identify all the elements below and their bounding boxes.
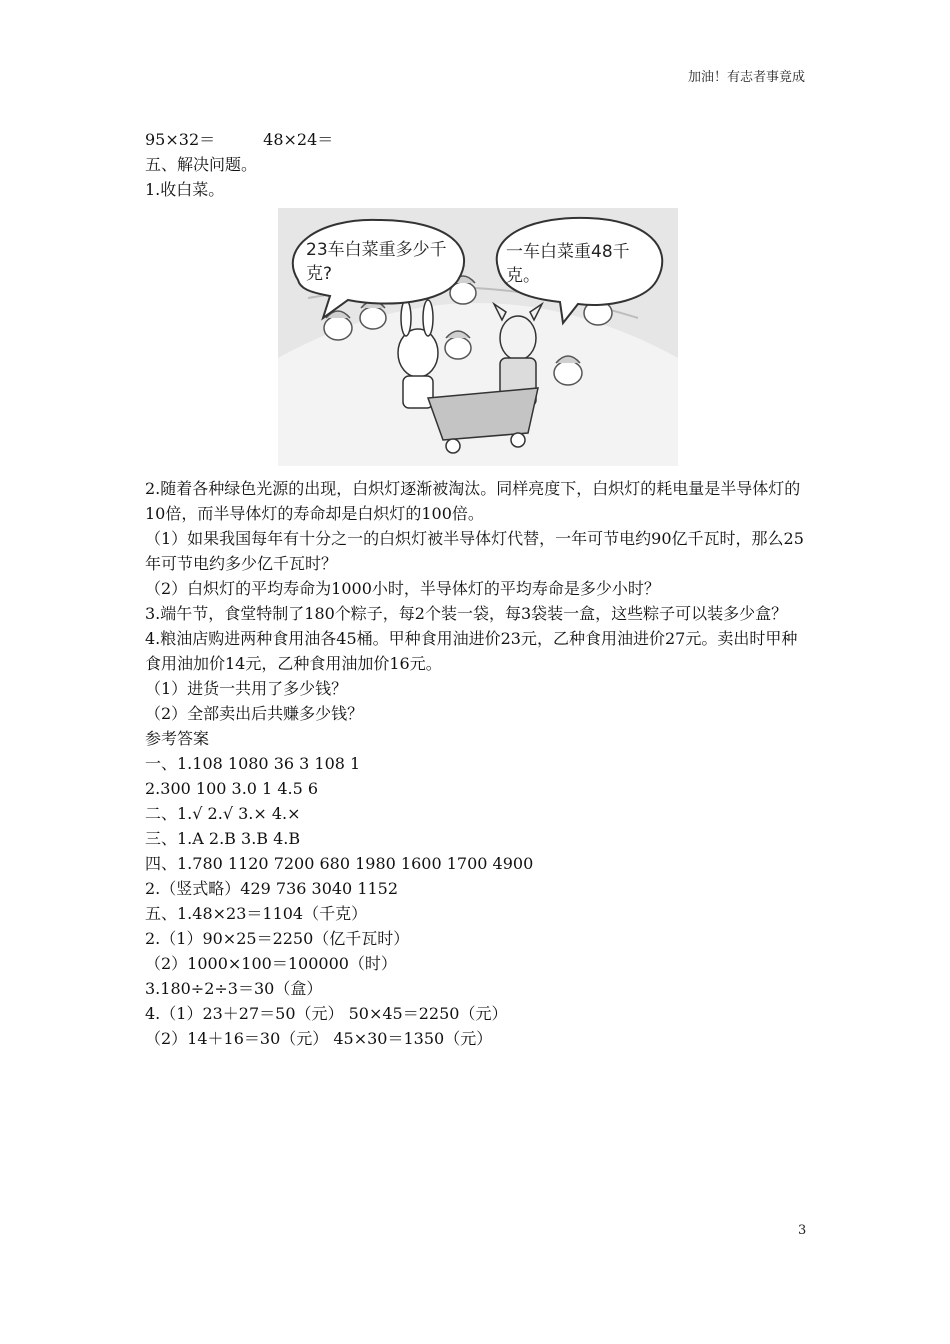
q2-text: 2.随着各种绿色光源的出现，白炽灯逐渐被淘汰。同样亮度下，白炽灯的耗电量是半导体灯的10倍，而半导体灯的寿命却是白炽灯的100倍。	[145, 479, 801, 523]
q2-sub2: （2）白炽灯的平均寿命为1000小时，半导体灯的平均寿命是多少小时？	[145, 579, 660, 598]
cabbage-illustration	[278, 208, 678, 466]
answer-line: 三、1.A 2.B 3.B 4.B	[145, 829, 301, 848]
page-header-motto: 加油！有志者事竟成	[687, 70, 805, 85]
answers-title: 参考答案	[145, 729, 210, 748]
q1-title: 1.收白菜。	[145, 180, 225, 199]
answer-line: 2.300 100 3.0 1 4.5 6	[145, 779, 319, 798]
calc-line	[145, 127, 807, 152]
answer-line: （2）14＋16＝30（元） 45×30＝1350（元）	[145, 1029, 493, 1048]
q4-text: 4.粮油店购进两种食用油各45桶。甲种食用油进价23元，乙种食用油进价27元。卖出时甲种食用油加价14元，乙种食用油加价16元。	[145, 629, 798, 673]
document-body	[145, 127, 807, 1051]
answer-line: 四、1.780 1120 7200 680 1980 1600 1700 4900	[145, 854, 534, 873]
calc-a: 95×32＝	[145, 130, 216, 149]
answer-line: 2.（1）90×25＝2250（亿千瓦时）	[145, 929, 410, 948]
q2-sub1: （1）如果我国每年有十分之一的白炽灯被半导体灯代替，一年可节电约90亿千瓦时，那么25年可节电约多少亿千瓦时？	[145, 529, 804, 573]
q3-text: 3.端午节，食堂特制了180个粽子，每2个装一袋，每3袋装一盒，这些粽子可以装多少盒？	[145, 604, 788, 623]
answer-line: 3.180÷2÷3＝30（盒）	[145, 979, 323, 998]
q4-sub1: （1）进货一共用了多少钱？	[145, 679, 348, 698]
answer-line: 五、1.48×23＝1104（千克）	[145, 904, 368, 923]
q4-sub2: （2）全部卖出后共赚多少钱？	[145, 704, 364, 723]
answer-line: 一、1.108 1080 36 3 108 1	[145, 754, 361, 773]
answer-line: 4.（1）23＋27＝50（元） 50×45＝2250（元）	[145, 1004, 508, 1023]
answer-line: 二、1.√ 2.√ 3.× 4.×	[145, 804, 301, 823]
answer-line: （2）1000×100＝100000（时）	[145, 954, 397, 973]
bubble-right-text: 一车白菜重48千克。	[506, 242, 630, 286]
page-number: 3	[798, 1223, 807, 1238]
bubble-left-text: 23车白菜重多少千克?	[306, 240, 447, 284]
calc-b: 48×24＝	[263, 130, 334, 149]
answer-line: 2.（竖式略）429 736 3040 1152	[145, 879, 399, 898]
section-title: 五、解决问题。	[145, 155, 258, 174]
